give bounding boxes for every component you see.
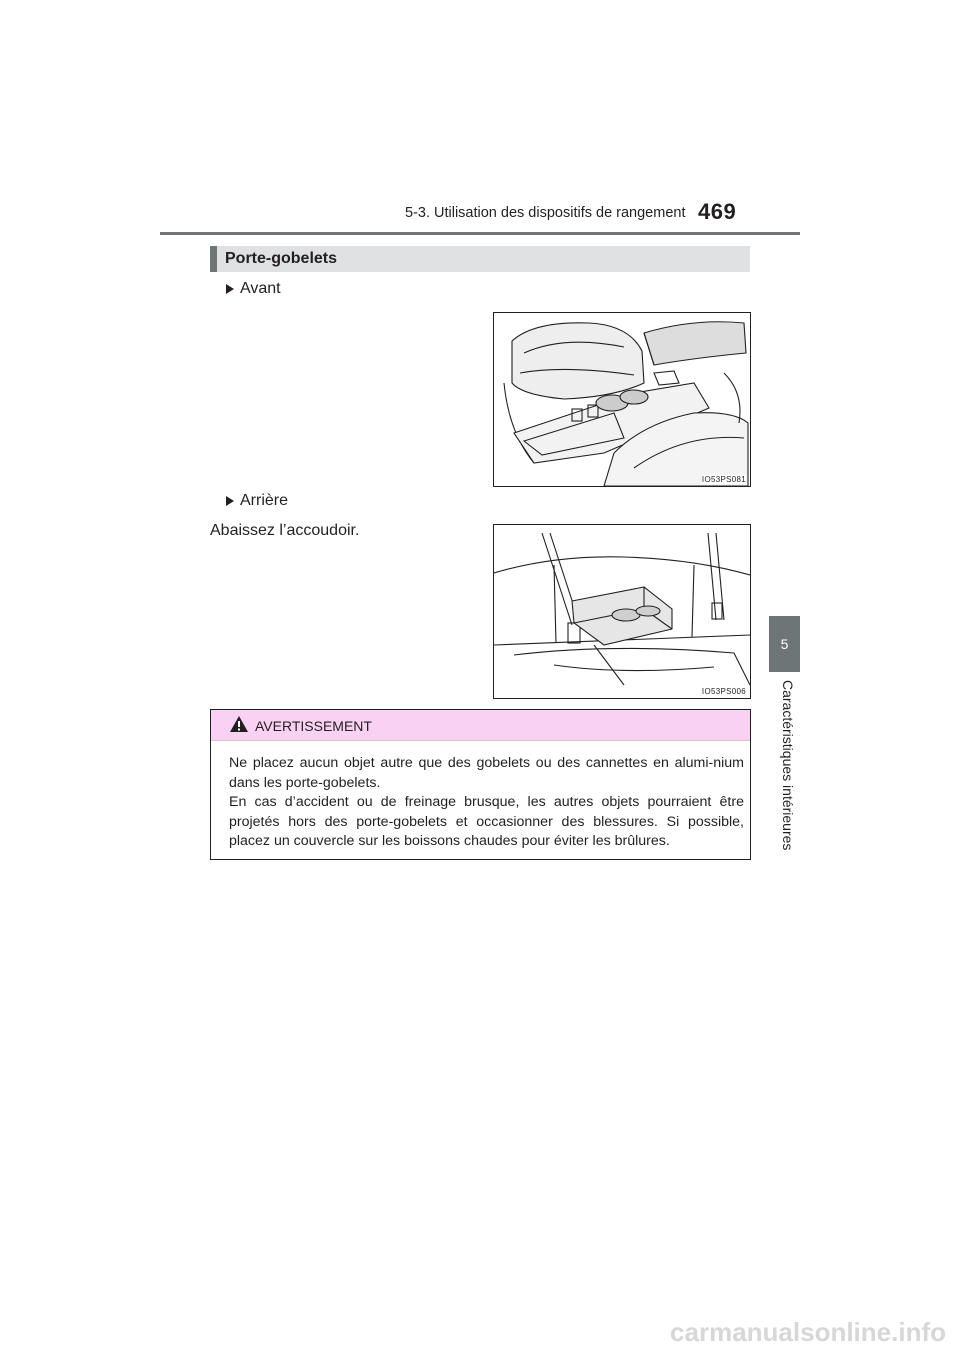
- front-bullet: [226, 280, 281, 298]
- rear-cupholder-illustration: [493, 524, 751, 699]
- rear-instruction: Abaissez l’accoudoir.: [210, 522, 360, 539]
- front-console-drawing: [494, 313, 750, 486]
- warning-paragraph: En cas d’accident ou de freinage brusque, les autres objets pourraient être projetés hors des porte-gobelets et occasionner des blessures. Si possible, placez un couvercle sur les boissons chaudes pour éviter les brûlures.: [229, 794, 744, 849]
- rear-bullet: [226, 492, 288, 510]
- front-figure-code: IO53PS081: [701, 475, 746, 484]
- chapter-tab: 5: [769, 616, 800, 672]
- site-watermark: carmanualsonline.info: [670, 1317, 946, 1347]
- chapter-label: [778, 680, 798, 860]
- rear-label: Arrière: [240, 492, 289, 509]
- warning-text: [229, 754, 744, 852]
- section-accent: [210, 246, 217, 272]
- section-title-bar: [210, 246, 750, 272]
- front-label: Avant: [240, 280, 281, 297]
- rear-figure-code: IO53PS006: [701, 687, 746, 696]
- warning-header: [211, 710, 750, 741]
- bullet-arrow-icon: [226, 284, 234, 294]
- section-header: 5-3. Utilisation des dispositifs de rangement: [405, 205, 686, 221]
- page-number: 469: [698, 199, 737, 224]
- rear-armrest-drawing: [494, 525, 750, 698]
- section-title: Porte-gobelets: [225, 250, 338, 267]
- chapter-label-text: Caractéristiques intérieures: [780, 680, 796, 851]
- warning-triangle-icon: [229, 715, 249, 733]
- header-divider: [160, 232, 800, 235]
- front-cupholder-illustration: [493, 312, 751, 487]
- bullet-arrow-icon: [226, 496, 234, 506]
- warning-paragraph: Ne placez aucun objet autre que des gobelets ou des cannettes en alumi-nium dans les porte-gobelets.: [229, 755, 744, 791]
- warning-box: [210, 709, 751, 860]
- warning-title: AVERTISSEMENT: [255, 718, 372, 734]
